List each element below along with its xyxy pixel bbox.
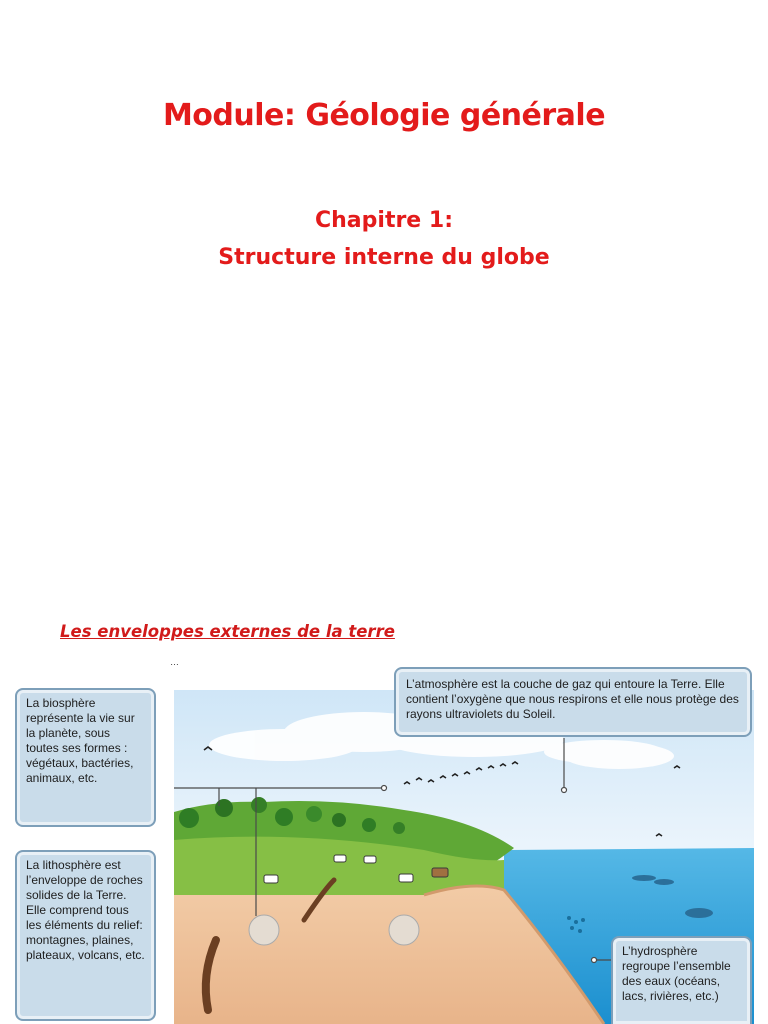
chapter-title: Structure interne du globe (218, 245, 550, 270)
hydrosphere-callout: L’hydrosphère regroupe l’ensemble des eaux (océans, lacs, rivières, etc.) (611, 936, 752, 1024)
chapter-number: Chapitre 1: (315, 208, 453, 233)
atmosphere-callout: L’atmosphère est la couche de gaz qui entoure la Terre. Elle contient l’oxygène que nous respirons et elle nous protège des rayons ultraviolets du Soleil. (394, 667, 752, 737)
module-title: Module: Géologie générale (162, 98, 606, 133)
biosphere-callout: La biosphère représente la vie sur la planète, sous toutes ses formes : végétaux, bactéries, animaux, etc. (15, 688, 156, 827)
cropped-text-fragment: … (170, 657, 180, 667)
lithosphere-callout: La lithosphère est l’enveloppe de roches solides de la Terre. Elle comprend tous les éléments du relief: montagnes, plaines, plateaux, volcans, etc. (15, 850, 156, 1021)
section-title: Les enveloppes externes de la terre (60, 622, 395, 641)
